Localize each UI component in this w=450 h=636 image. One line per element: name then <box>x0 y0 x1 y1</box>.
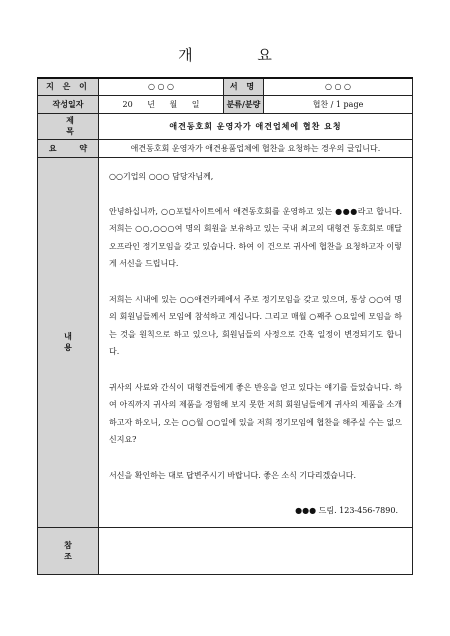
content-body <box>99 157 413 528</box>
page-title: 개 요 <box>178 46 302 64</box>
reference-value <box>99 528 413 575</box>
reference-label: 참 조 <box>38 528 99 575</box>
signature-value: ○ ○ ○ <box>264 78 413 95</box>
signoff: ●●● 드림. 123-456-7890. <box>295 505 398 515</box>
subject-label: 제 목 <box>38 113 99 139</box>
summary-value: 애견동호회 운영자가 애견용품업체에 협찬을 요청하는 경우의 글입니다. <box>99 139 413 157</box>
author-value: ○ ○ ○ <box>99 78 224 95</box>
paragraph-4: 서신을 확인하는 대로 답변주시기 바랍니다. 좋은 소식 기다리겠습니다. <box>109 470 356 480</box>
content-label: 내 용 <box>38 157 99 528</box>
document-table <box>37 77 413 575</box>
date-label: 작성일자 <box>38 95 99 113</box>
paragraph-2: 저희는 시내에 있는 ○○애견카페에서 주로 정기모임을 갖고 있으며, 통상 ○○여 명의 회원님들께서 모임에 참석하고 계십니다. 그리고 매월 ○째주 ○요일에 모임을 하는 것을 원칙으로 하고 있으나, 회원님들의 사정으로 간혹 일정이 변경되기도 합니다. <box>109 294 402 357</box>
paragraph-1: 안녕하십니까, ○○포털사이트에서 애견동호회를 운영하고 있는 ●●●라고 합니다. 저희는 ○○,○○○여 명의 회원을 보유하고 있는 국내 최고의 대형견 동호회로 매달 오프라인 정기모임을 갖고 있습니다. 하여 이 건으로 귀사에 협찬을 요청하고자 이렇게 서신을 드립니다. <box>109 206 402 269</box>
summary-label: 요 약 <box>38 139 99 157</box>
author-label: 지 은 이 <box>38 78 99 95</box>
subject-value: 애견동호회 운영자가 애견업체에 협찬 요청 <box>99 113 413 139</box>
paragraph-3: 귀사의 사료와 간식이 대형견들에게 좋은 반응을 얻고 있다는 얘기를 들었습니다. 하여 아직까지 귀사의 제품을 경험해 보지 못한 저희 회원님들에게 귀사의 제품을 소개하고자 하오니, 오는 ○○월 ○○일에 있을 저희 정기모임에 협찬을 해주실 수는 없으신지요? <box>109 382 402 445</box>
category-value: 협찬 / 1 page <box>264 95 413 113</box>
greeting: ○○기업의 ○○○ 담당자님께, <box>109 171 214 181</box>
signature-label: 서 명 <box>224 78 264 95</box>
date-value: 20 년 월 일 <box>99 95 224 113</box>
category-label: 분류/분량 <box>224 95 264 113</box>
